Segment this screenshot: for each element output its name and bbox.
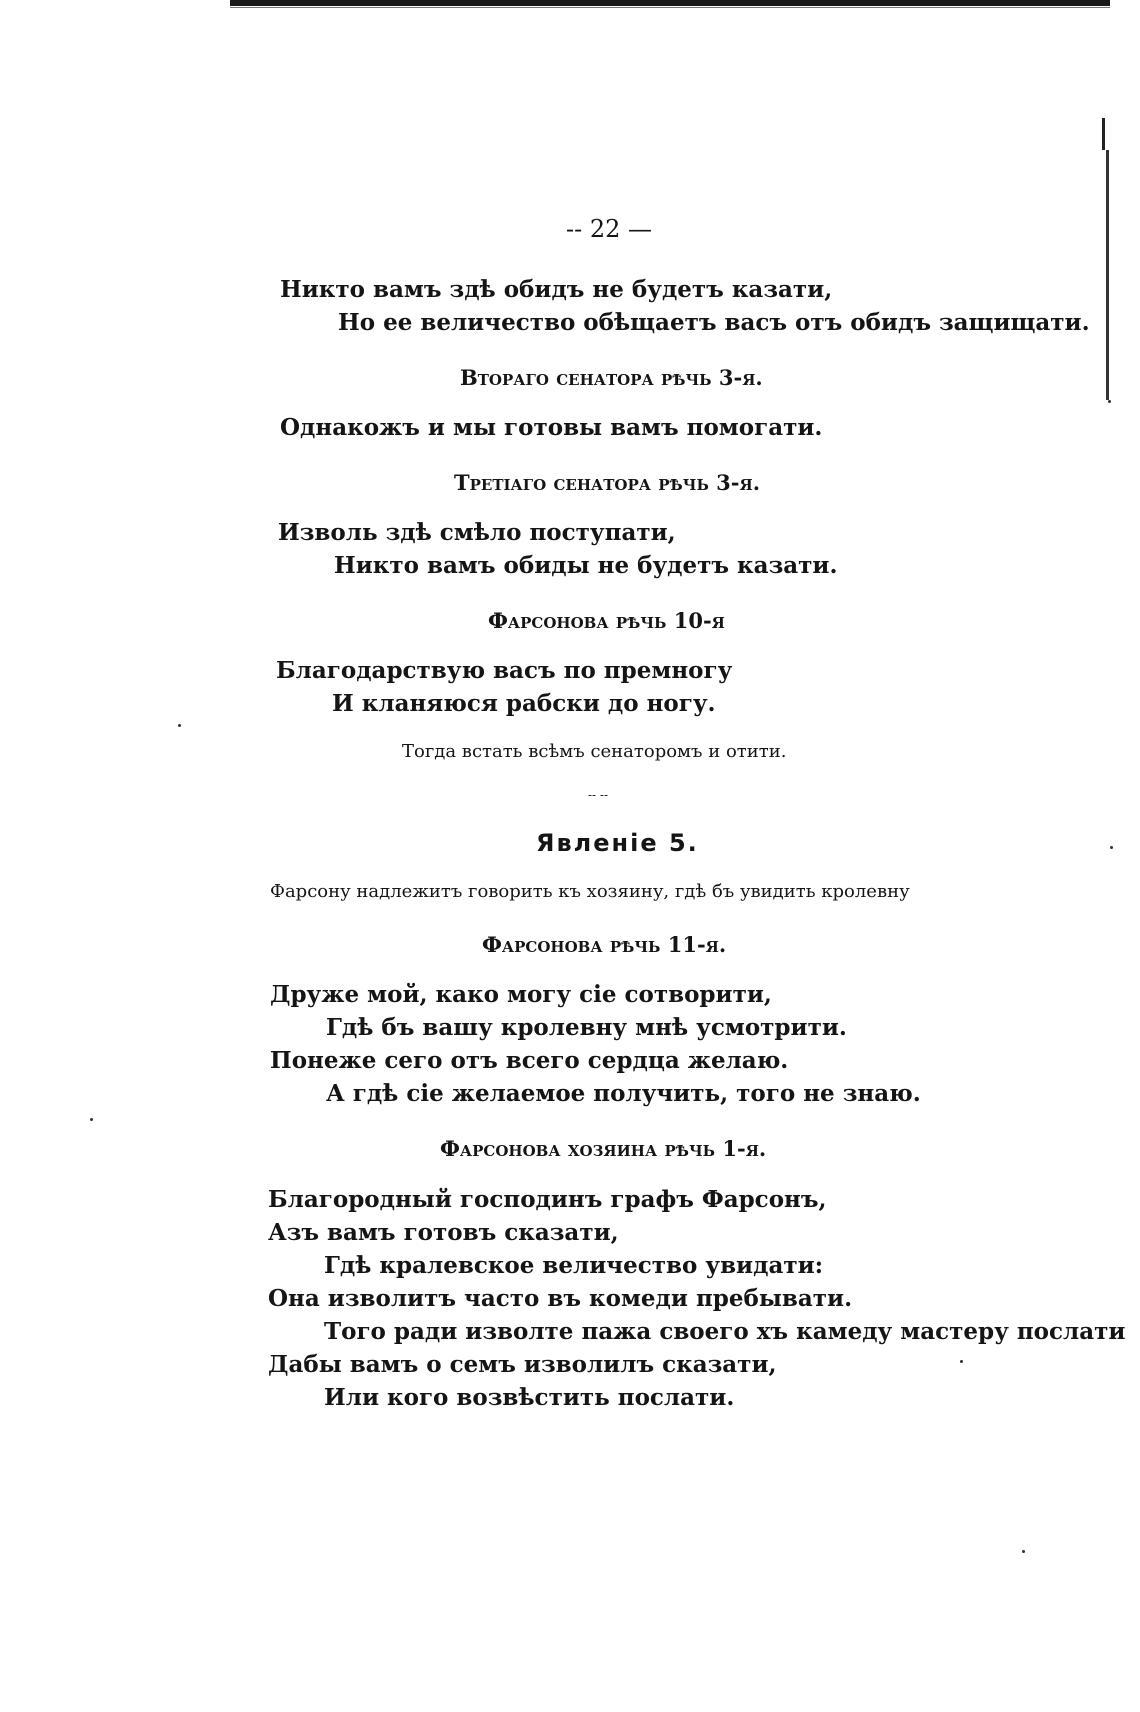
speaker-heading: Фарсонова хозяина рѣчь 1-я. [440,1136,767,1161]
speaker-heading: Фарсонова рѣчь 11-я. [482,932,727,957]
top-border-rule [230,0,1110,6]
speck [1022,1550,1025,1553]
verse-line: Того ради изволте пажа своего хъ камеду мастеру послати [324,1318,1126,1345]
verse-line: Гдѣ кралевское величество увидати: [324,1252,824,1279]
verse-line: Но ее величество обѣщаетъ васъ отъ обидъ защищати. [338,309,1090,336]
right-edge-line [1106,150,1109,400]
verse-line: Она изволитъ часто въ комеди пребывати. [268,1285,853,1312]
speck [178,724,181,727]
speaker-heading: Втораго сенатора рѣчь 3-я. [460,365,763,390]
section-separator: -- -- [588,788,609,802]
speck [1110,846,1113,849]
verse-line: Благодарствую васъ по премногу [276,657,733,684]
right-edge-tick [1102,118,1105,150]
verse-line: Никто вамъ обиды не будетъ казати. [334,552,838,579]
speck [1108,400,1111,403]
scene-title: Явленіе 5. [536,829,699,857]
verse-line: Понеже сего отъ всего сердца желаю. [270,1047,789,1074]
verse-line: И кланяюся рабски до ногу. [332,690,716,717]
stage-direction: Тогда встать всѣмъ сенаторомъ и отити. [402,741,787,762]
speaker-heading: Фарсонова рѣчь 10-я [488,608,725,633]
verse-line: Или кого возвѣстить послати. [324,1384,735,1411]
verse-line: Дабы вамъ о семъ изволилъ сказати, [268,1351,777,1378]
verse-line: Однакожъ и мы готовы вамъ помогати. [280,414,823,441]
verse-line: Никто вамъ здѣ обидъ не будетъ казати, [280,276,833,303]
top-border-thin-rule [230,7,1110,8]
speck [960,1360,963,1363]
page-number: -- 22 — [566,215,653,243]
verse-line: Благородный господинъ графъ Фарсонъ, [268,1186,827,1213]
speaker-heading: Третіаго сенатора рѣчь 3-я. [454,470,761,495]
speck [90,1118,93,1121]
verse-line: Гдѣ бъ вашу кролевну мнѣ усмотрити. [326,1014,847,1041]
verse-line: Азъ вамъ готовъ сказати, [268,1219,619,1246]
verse-line: Друже мой, како могу сіе сотворити, [270,981,772,1008]
verse-line: А гдѣ сіе желаемое получить, того не знаю. [326,1080,921,1107]
verse-line: Изволь здѣ смѣло поступати, [278,519,676,546]
scene-direction: Фарсону надлежитъ говорить къ хозяину, гдѣ бъ увидить кролевну [270,881,910,902]
